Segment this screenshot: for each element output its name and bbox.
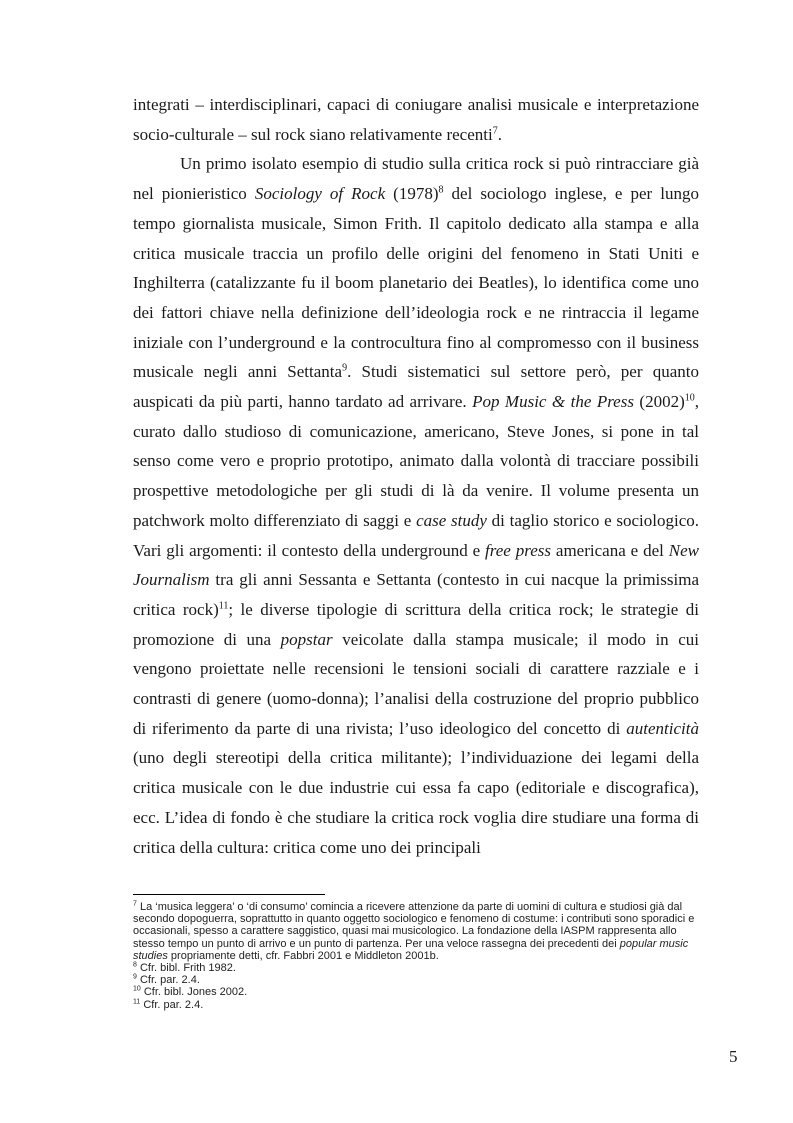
footnote-ref-11[interactable]: 11 [218,600,229,612]
text-run: (2002) [633,392,685,412]
footnote-ref-7[interactable]: 7 [492,125,498,137]
italic-term: popstar [280,629,333,649]
text-run: , curato dallo studioso di comunicazione, americano, Steve Jones, si pone in tal senso come vero e proprio prototipo, animato dalla volontà di tracciare possibili prospettive metodologiche per gli studi di là da venire. Il volume presenta un patchwork molto differenziato di saggi e [133,392,699,530]
italic-term: New Journalism [133,540,699,590]
footnote-10 [133,986,699,998]
text-run: (1978) [385,184,439,204]
footnotes [133,901,699,1011]
footnote-text: Cfr. par. 2.4. [140,998,204,1011]
text-run: ; le diverse tipologie di scrittura della critica rock; le strategie di promozione di una [133,599,699,649]
italic-term: case study [416,510,487,530]
footnote-mark: 9 [133,973,137,981]
paragraph-1 [133,90,699,149]
text-run: americana e del [551,540,669,560]
text-run: tra gli anni Sessanta e Settanta (contesto in cui nacque la primissima critica rock) [133,570,699,619]
footnote-text: La ‘musica leggera’ o ‘di consumo’ comincia a ricevere attenzione da parte di uomini di cultura e studiosi già dal secondo dopoguerra, soprattutto in quanto oggetto sociologico e fenomeno di costume: i contributi sono sporadici e occasionali, spesso a carattere saggistico, quasi mai musicologico. La fondazione della IASPM rappresenta allo stesso tempo un punto di arrivo e un punto di partenza. Per una veloce rassegna dei precedenti dei [133,901,695,950]
italic-term: free press [485,540,552,560]
book-title-pop-music-press: Pop Music & the Press [472,392,634,412]
footnote-text: Cfr. bibl. Frith 1982. [136,962,236,975]
book-title-sociology-of-rock: Sociology of Rock [254,184,386,204]
footnote-9 [133,974,699,986]
text-run: . [497,124,502,144]
footnote-text: propriamente detti, cfr. Fabbri 2001 e Middleton 2001b. [167,949,439,962]
text-run: del sociologo inglese, e per lungo tempo giornalista musicale, Simon Frith. Il capitolo dedicato alla stampa e alla critica musicale traccia un profilo delle origini del fenomeno in Stati Uniti e Inghilterra (catalizzante fu il boom planetario dei Beatles), lo identifica come uno dei fattori chiave nella definizione dell’ideologia rock e ne rintraccia il legame iniziale con l’underground e la controcultura fino al compromesso con il business musicale negli anni Settanta [133,184,699,382]
footnote-mark: 8 [133,961,137,969]
footnote-7 [133,901,699,962]
text-run: veicolate dalla stampa musicale; il modo in cui vengono proiettate nelle recensioni le tensioni sociali di carattere razziale e i contrasti di genere (uomo-donna); l’analisi della costruzione del proprio pubblico di riferimento da parte di una rivista; l’uso ideologico del concetto di [133,629,699,738]
footnote-mark: 11 [133,997,141,1005]
text-run: Un primo isolato esempio di studio sulla critica rock si può rintracciare già nel pionieristico [133,154,699,204]
footnote-ref-10[interactable]: 10 [684,392,695,404]
footnote-divider [133,894,325,895]
footnote-8 [133,962,699,974]
footnote-text: Cfr. bibl. Jones 2002. [140,986,248,999]
paragraph-2 [133,149,699,862]
italic-term: popular music studies [133,937,689,962]
text-run: di taglio storico e sociologico. Vari gli argomenti: il contesto della underground e [133,510,699,560]
text-run: . Studi sistematici sul settore però, per quanto auspicati da più parti, hanno tardato ad arrivare. [133,362,699,412]
footnote-text: Cfr. par. 2.4. [136,974,200,987]
page-number: 5 [729,1047,738,1066]
text-run: integrati – interdisciplinari, capaci di coniugare analisi musicale e interpretazione socio-culturale – sul rock siano relativamente recenti [133,95,699,144]
footnote-11 [133,999,699,1011]
footnote-ref-9[interactable]: 9 [342,362,348,374]
footnote-mark: 7 [133,900,137,908]
text-run: (uno degli stereotipi della critica militante); l’individuazione dei legami della critica musicale con le due industrie cui essa fa capo (editoriale e discografica), ecc. L’idea di fondo è che studiare la critica rock voglia dire studiare una forma di critica della cultura: critica come uno dei principali [133,748,699,857]
footnote-ref-8[interactable]: 8 [438,184,444,196]
italic-term: autenticità [626,718,699,738]
body-text [133,90,699,862]
footnote-mark: 10 [133,985,141,993]
